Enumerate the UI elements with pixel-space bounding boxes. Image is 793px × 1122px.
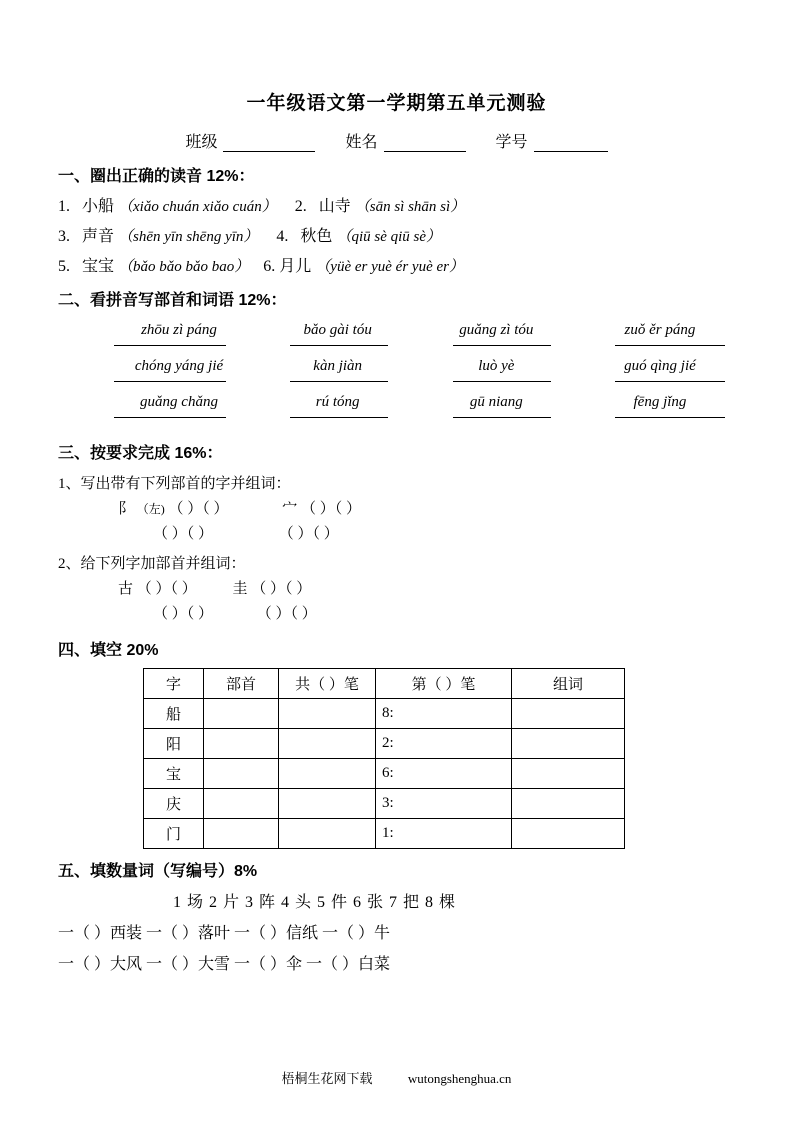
number-blank[interactable] <box>534 136 608 152</box>
class-label: 班级 <box>185 134 218 151</box>
answer-parens[interactable]: （ ）（ ） <box>153 606 214 622</box>
section-3-sub2: 2、给下列字加部首并组词： <box>58 556 246 572</box>
pinyin-cell: bǎo gài tóu <box>303 322 372 338</box>
pinyin-cell: guǎng zì tóu <box>459 322 534 338</box>
answer-blank[interactable] <box>615 416 725 418</box>
answer-blank[interactable] <box>453 380 551 382</box>
col-header-zi: 字 <box>144 669 204 699</box>
pinyin-cell: zuǒ ěr páng <box>624 322 696 338</box>
answer-blank[interactable] <box>290 380 388 382</box>
answer-parens[interactable]: （ ）（ ） <box>153 526 214 542</box>
pinyin-cell: luò yè <box>478 358 515 374</box>
cell-zuci[interactable] <box>512 759 625 789</box>
question-row <box>58 193 735 216</box>
q3-options[interactable]: （shēn yīn shēng yīn） <box>118 229 259 245</box>
answer-blank[interactable] <box>290 416 388 418</box>
question-row <box>58 223 735 246</box>
cell-total-strokes[interactable] <box>279 729 376 759</box>
cell-total-strokes[interactable] <box>279 819 376 849</box>
pinyin-cell: guó qìng jié <box>624 358 696 374</box>
footer <box>0 1068 793 1087</box>
measure-word-legend: 1 场 2 片 3 阵 4 头 5 件 6 张 7 把 8 棵 <box>173 894 457 911</box>
cell-zi: 宝 <box>144 759 204 789</box>
cell-zi: 庆 <box>144 789 204 819</box>
q1-options[interactable]: （xiǎo chuán xiǎo cuán） <box>118 199 277 215</box>
number-label: 学号 <box>495 134 528 151</box>
pinyin-cell: rú tóng <box>315 394 360 410</box>
answer-blank[interactable] <box>453 344 551 346</box>
col-header-zuci: 组词 <box>512 669 625 699</box>
radical-note: （左) <box>136 502 165 516</box>
answer-blank[interactable] <box>114 344 226 346</box>
base-char: 古 <box>118 581 134 597</box>
answer-line-row <box>58 380 735 382</box>
pinyin-cell: gū niang <box>469 394 523 410</box>
answer-blank[interactable] <box>290 344 388 346</box>
q4-number: 4. <box>276 228 289 245</box>
q4-options[interactable]: （qiū sè qiū sè） <box>336 229 442 245</box>
cell-zi: 门 <box>144 819 204 849</box>
cell-zi: 阳 <box>144 729 204 759</box>
radical-char: 阝 <box>118 501 134 517</box>
answer-parens-2[interactable]: （ ）（ ） <box>301 501 362 517</box>
q2-options[interactable]: （sān sì shān sì） <box>354 199 466 215</box>
answer-parens[interactable]: （ ）（ ） <box>168 501 229 517</box>
table-row <box>144 759 625 789</box>
section-5-heading: 五、填数量词（写编号）8% <box>58 863 258 880</box>
q2-number: 2. <box>294 198 307 215</box>
measure-word-row[interactable]: 一（ ）西装 一（ ）落叶 一（ ）信纸 一（ ）牛 <box>58 925 391 942</box>
q6-options[interactable]: （yüè er yuè ér yuè er） <box>315 259 464 275</box>
name-label: 姓名 <box>345 134 378 151</box>
col-header-nth-stroke: 第（ ）笔 <box>376 669 512 699</box>
answer-line-row <box>58 416 735 418</box>
cell-nth-stroke[interactable]: 8: <box>376 699 512 729</box>
radical-char-2: 宀 <box>282 501 298 517</box>
addradical-row <box>58 602 735 623</box>
q6-word: 月儿 <box>279 258 312 275</box>
question-row <box>58 253 735 276</box>
class-blank[interactable] <box>223 136 315 152</box>
cell-zuci[interactable] <box>512 819 625 849</box>
measure-word-row[interactable]: 一（ ）大风 一（ ）大雪 一（ ）伞 一（ ）白菜 <box>58 956 391 973</box>
q2-word: 山寺 <box>318 198 351 215</box>
cell-nth-stroke[interactable]: 6: <box>376 759 512 789</box>
addradical-row <box>58 577 735 598</box>
q1-word: 小船 <box>82 198 115 215</box>
q3-word: 声音 <box>82 228 115 245</box>
section-3-heading: 三、按要求完成 16%： <box>58 445 223 462</box>
footer-site-name: 梧桐生花网下载 <box>281 1071 373 1086</box>
cell-zuci[interactable] <box>512 699 625 729</box>
q3-number: 3. <box>58 228 70 245</box>
cell-bushou[interactable] <box>204 789 279 819</box>
table-row <box>144 819 625 849</box>
pinyin-cell: guǎng chǎng <box>140 394 218 410</box>
page-title: 一年级语文第一学期第五单元测验 <box>246 93 547 114</box>
answer-line-row <box>58 344 735 346</box>
answer-blank[interactable] <box>615 344 725 346</box>
pinyin-cell: kàn jiàn <box>313 358 363 374</box>
col-header-bushou: 部首 <box>204 669 279 699</box>
fill-in-table <box>143 668 625 849</box>
radical-row <box>58 522 735 543</box>
cell-total-strokes[interactable] <box>279 699 376 729</box>
pinyin-cell: chóng yáng jié <box>134 358 224 374</box>
cell-bushou[interactable] <box>204 729 279 759</box>
table-row <box>144 789 625 819</box>
base-char-2: 圭 <box>232 581 248 597</box>
name-blank[interactable] <box>384 136 466 152</box>
cell-bushou[interactable] <box>204 699 279 729</box>
answer-blank[interactable] <box>615 380 725 382</box>
q5-word: 宝宝 <box>82 258 115 275</box>
answer-blank[interactable] <box>114 380 226 382</box>
pinyin-row <box>58 358 735 375</box>
section-1-heading: 一、圈出正确的读音 12%： <box>58 168 255 185</box>
table-row <box>144 699 625 729</box>
q1-number: 1. <box>58 198 70 215</box>
cell-total-strokes[interactable] <box>279 789 376 819</box>
pinyin-row <box>58 394 735 411</box>
pinyin-row <box>58 322 735 339</box>
section-3-sub1: 1、写出带有下列部首的字并组词： <box>58 476 291 492</box>
q5-options[interactable]: （bǎo bǎo bǎo bao） <box>118 259 250 275</box>
answer-blank[interactable] <box>453 416 551 418</box>
cell-nth-stroke[interactable]: 2: <box>376 729 512 759</box>
cell-zuci[interactable] <box>512 789 625 819</box>
radical-row <box>58 497 735 518</box>
table-row <box>144 729 625 759</box>
section-4-heading: 四、填空 20% <box>58 642 159 659</box>
cell-zuci[interactable] <box>512 729 625 759</box>
pinyin-cell: zhōu zì páng <box>141 322 217 338</box>
pinyin-cell: fēng jǐng <box>633 394 687 410</box>
footer-site-url: wutongshenghua.cn <box>407 1071 512 1086</box>
cell-bushou[interactable] <box>204 759 279 789</box>
answer-parens-2[interactable]: （ ）（ ） <box>256 606 317 622</box>
q5-number: 5. <box>58 258 70 275</box>
answer-blank[interactable] <box>114 416 226 418</box>
table-header-row <box>144 669 625 699</box>
answer-parens-2[interactable]: （ ）（ ） <box>251 581 312 597</box>
answer-parens[interactable]: （ ）（ ） <box>136 581 197 597</box>
pinyin-write-block <box>58 322 735 418</box>
col-header-total-strokes: 共（ ）笔 <box>279 669 376 699</box>
cell-nth-stroke[interactable]: 3: <box>376 789 512 819</box>
q4-word: 秋色 <box>300 228 333 245</box>
cell-nth-stroke[interactable]: 1: <box>376 819 512 849</box>
answer-parens-2[interactable]: （ ）（ ） <box>278 526 339 542</box>
q6-number: 6. <box>263 258 276 275</box>
cell-bushou[interactable] <box>204 819 279 849</box>
student-info-line <box>58 129 735 152</box>
section-2-heading: 二、看拼音写部首和词语 12%： <box>58 292 287 309</box>
cell-total-strokes[interactable] <box>279 759 376 789</box>
cell-zi: 船 <box>144 699 204 729</box>
